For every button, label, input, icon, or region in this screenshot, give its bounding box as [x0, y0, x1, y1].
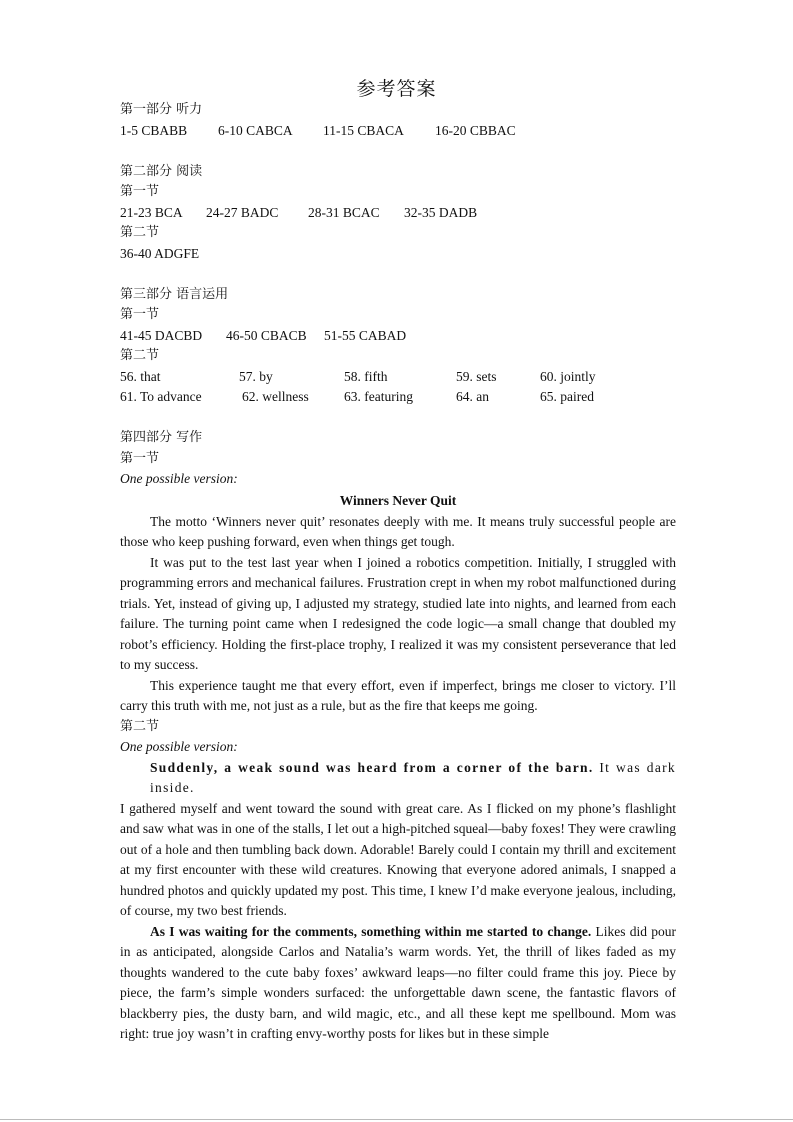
part1-answers	[120, 121, 676, 142]
word-answer: 62. wellness	[242, 389, 309, 404]
part3-heading: 第三部分 语言运用	[120, 286, 229, 302]
part3-section1-label: 第一节	[120, 307, 160, 322]
story-text: Likes did pour in as anticipated, alongside Carlos and Natalia’s warm words. Yet, the thrill of likes faded as my thoughts wandered to the cute baby foxes’ awkward leaps—no filter could frame this joy. Piece by piece, the farm’s simple wonders surfaced: the unforgettable dawn scene, the fantastic flavors of blackberry pies, the dusty barn, and wild magic, etc., and all these kept me spellbound. Mom was right: true joy wasn’t in crafting envy-worthy posts for likes but in these simple	[120, 923, 676, 1041]
answer-group: 11-15 CBACA	[323, 122, 404, 138]
part1-heading: 第一部分 听力	[120, 102, 203, 117]
part3-section2-label: 第二节	[120, 348, 160, 363]
story-lead-sentence: As I was waiting for the comments, something within me started to change.	[150, 923, 592, 939]
part4-section1-label: 第一节	[120, 450, 160, 466]
story-paragraph	[120, 922, 676, 1045]
part2-section1-label: 第一节	[120, 184, 160, 199]
story-lead-sentence: Suddenly, a weak sound was heard from a corner of the barn.	[150, 759, 594, 775]
word-answer: 65. paired	[540, 389, 594, 404]
version-label: One possible version:	[120, 739, 238, 754]
part2-section2-answers: 36-40 ADGFE	[120, 245, 200, 261]
answer-group: 1-5 CBABB	[120, 122, 188, 138]
story-lead-paragraph	[120, 758, 676, 799]
answer-group: 6-10 CABCA	[218, 122, 293, 138]
word-answer: 59. sets	[456, 368, 497, 384]
part3-section2-row1	[120, 367, 676, 388]
word-answer: 56. that	[120, 368, 161, 384]
story-lead-rest: It was dark inside.	[150, 759, 676, 795]
answer-group: 16-20 CBBAC	[435, 122, 516, 138]
page-bottom-rule	[0, 1119, 793, 1120]
answer-group: 24-27 BADC	[206, 204, 279, 220]
part3-section2-row2	[120, 387, 676, 408]
part2-section1-answers	[120, 203, 676, 224]
essay-paragraph: It was put to the test last year when I joined a robotics competition. Initially, I struggled with programming errors and mechanical failures. Frustration crept in when my robot malfunctioned during trials. Yet, instead of giving up, I adjusted my strategy, studied late into nights, and learned from each failure. The turning point came when I redesigned the code logic—a small change that doubled my robot’s efficiency. Holding the first-place trophy, I realized it was my consistent perseverance that led to my success.	[120, 554, 676, 672]
answer-content	[120, 100, 676, 1045]
page-title: 参考答案	[356, 78, 437, 100]
story-paragraph: I gathered myself and went toward the sound with great care. As I flicked on my phone’s flashlight and saw what was in one of the stalls, I let out a high-pitched squeal—baby foxes! They were crawling out of a hole and then tumbling back down. Adorable! Barely could I contain my thrill and excitement at my first encounter with these wild creatures. Knowing that everyone adored animals, I snapped a hundred photos and quickly updated my post. This time, I knew I’d make everyone jealous, including, of course, my two best friends.	[120, 800, 676, 918]
word-answer: 63. featuring	[344, 389, 413, 404]
word-answer: 61. To advance	[120, 389, 202, 404]
word-answer: 57. by	[239, 368, 273, 384]
essay-paragraph: This experience taught me that every effort, even if imperfect, brings me closer to victory. I’ll carry this truth with me, not just as a rule, but as the fire that keeps me going.	[120, 677, 676, 713]
answer-group: 51-55 CABAD	[324, 327, 407, 343]
version-label: One possible version:	[120, 471, 238, 486]
part3-section1-answers	[120, 326, 676, 347]
essay-title: Winners Never Quit	[339, 492, 457, 508]
answer-group: 41-45 DACBD	[120, 327, 203, 343]
word-answer: 60. jointly	[540, 368, 596, 384]
essay-paragraph: The motto ‘Winners never quit’ resonates deeply with me. It means truly successful people are those who keep pushing forward, even when things get tough.	[120, 513, 676, 549]
answer-group: 32-35 DADB	[404, 204, 478, 220]
answer-group: 46-50 CBACB	[226, 327, 307, 343]
answer-group: 28-31 BCAC	[308, 204, 380, 220]
word-answer: 64. an	[456, 389, 489, 404]
part2-heading: 第二部分 阅读	[120, 163, 203, 179]
word-answer: 58. fifth	[344, 368, 388, 384]
answer-group: 21-23 BCA	[120, 204, 183, 220]
part4-heading: 第四部分 写作	[120, 430, 203, 445]
part2-section2-label: 第二节	[120, 225, 160, 240]
part4-section2-label: 第二节	[120, 718, 160, 734]
